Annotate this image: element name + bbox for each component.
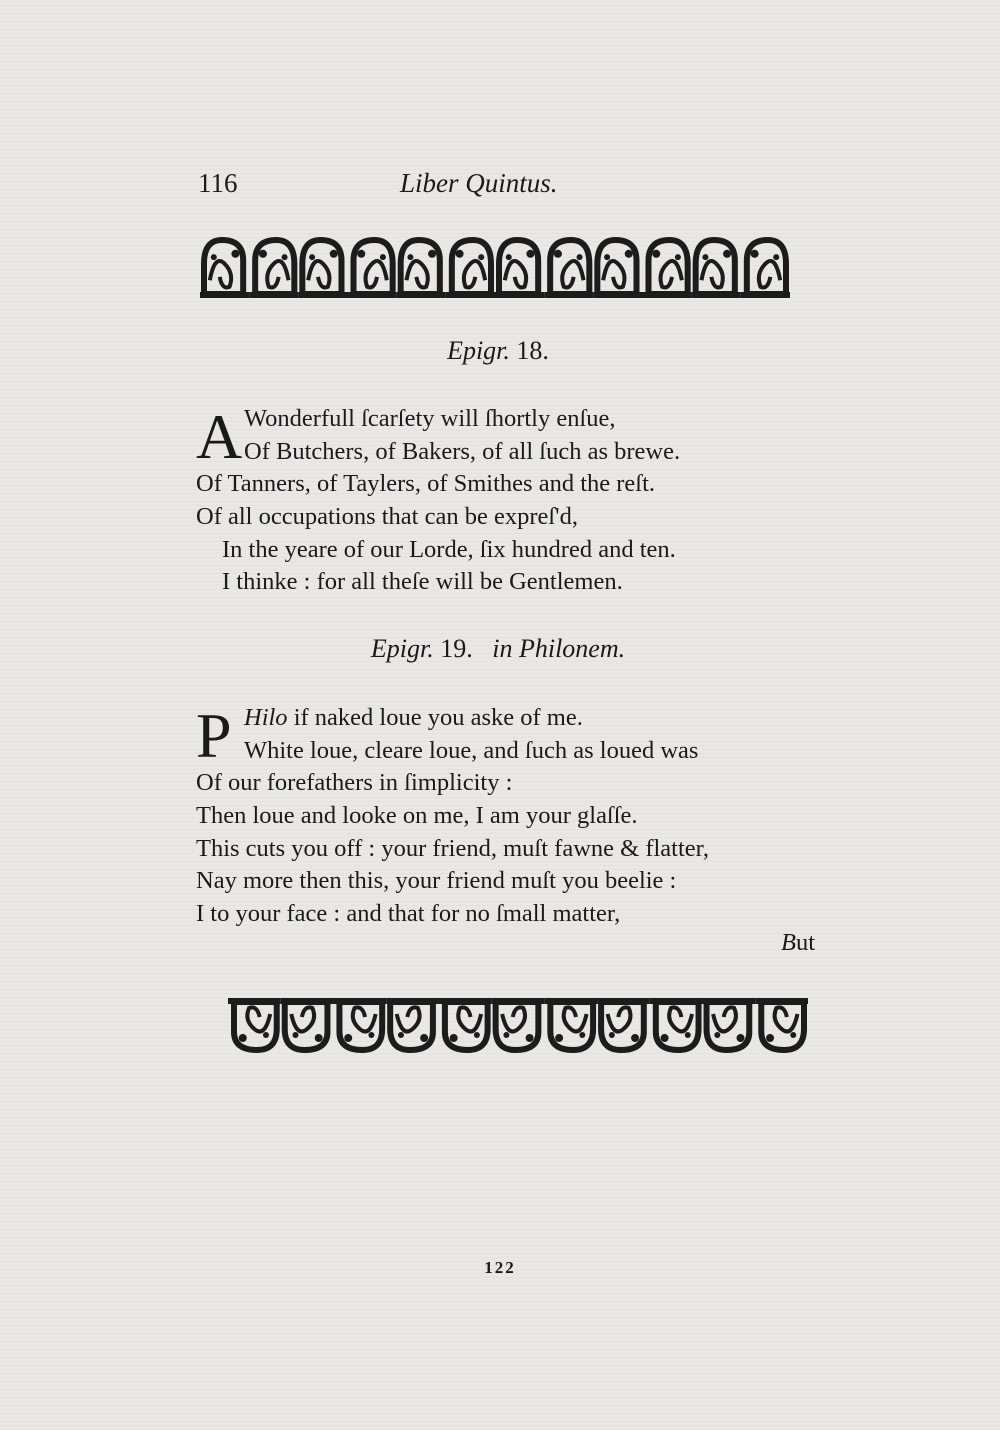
running-head: [198, 168, 618, 208]
ornament-band-top-icon: [200, 234, 790, 300]
verse-line-text: I to your face : and that for no ſmall matter,: [196, 900, 621, 928]
verse-line: [196, 898, 816, 931]
folio-number: 122: [484, 1258, 516, 1277]
epigram-number: 19.: [440, 634, 473, 663]
verse-line: [196, 534, 816, 567]
epigram-18-heading: [198, 336, 798, 366]
verse-line: [196, 767, 816, 800]
catchword-initial: B: [780, 929, 796, 956]
verse-line-text: Of our forefathers in ſimplicity :: [196, 769, 513, 797]
verse-line-text: In the yeare of our Lorde, ſix hundred and ten.: [222, 535, 676, 563]
first-word: Hilo: [244, 704, 288, 731]
verse-line-text: White loue, cleare loue, and ſuch as loued was: [244, 736, 699, 764]
verse-line-text: if naked loue you aske of me.: [287, 704, 583, 731]
verse-line: [196, 566, 816, 599]
verse-line-text: Of all occupations that can be expreſ'd,: [196, 503, 578, 531]
verse-line: [196, 436, 816, 469]
verse-line: [196, 735, 816, 768]
verse-line-text: Then loue and looke on me, I am your glaſſe.: [196, 802, 638, 830]
drop-cap: P: [196, 700, 232, 771]
epigram-number: 18.: [516, 336, 549, 365]
verse-line: [196, 468, 816, 501]
epigram-19-text: [196, 702, 816, 931]
catchword-rest: ut: [795, 929, 815, 956]
verse-line-text: I thinke : for all theſe will be Gentlemen.: [222, 568, 623, 596]
epigram-label: Epigr.: [447, 336, 510, 365]
verse-line: [196, 865, 816, 898]
epigram-label: Epigr.: [370, 634, 434, 663]
verse-line: [196, 833, 816, 866]
verse-line-text: Of Butchers, of Bakers, of all ſuch as brewe.: [244, 437, 681, 465]
page-number: 116: [198, 168, 238, 198]
running-title: Liber Quintus.: [400, 168, 558, 198]
verse-line-text: Nay more then this, your friend muſt you beelie :: [196, 867, 677, 895]
ornament-band-bottom-icon: [228, 996, 808, 1056]
epigram-18-text: [196, 403, 816, 599]
verse-line-text: This cuts you off : your friend, muſt fawne & flatter,: [196, 834, 709, 862]
verse-line-text: Wonderfull ſcarſety will ſhortly enſue,: [244, 405, 616, 432]
verse-line: [196, 800, 816, 833]
epigram-subject: in Philonem.: [492, 634, 626, 663]
verse-line: [196, 501, 816, 534]
catchword: [700, 929, 815, 957]
epigram-19-heading: [198, 634, 798, 664]
verse-line-text: Of Tanners, of Taylers, of Smithes and the reſt.: [196, 470, 656, 498]
drop-cap: A: [196, 401, 243, 472]
